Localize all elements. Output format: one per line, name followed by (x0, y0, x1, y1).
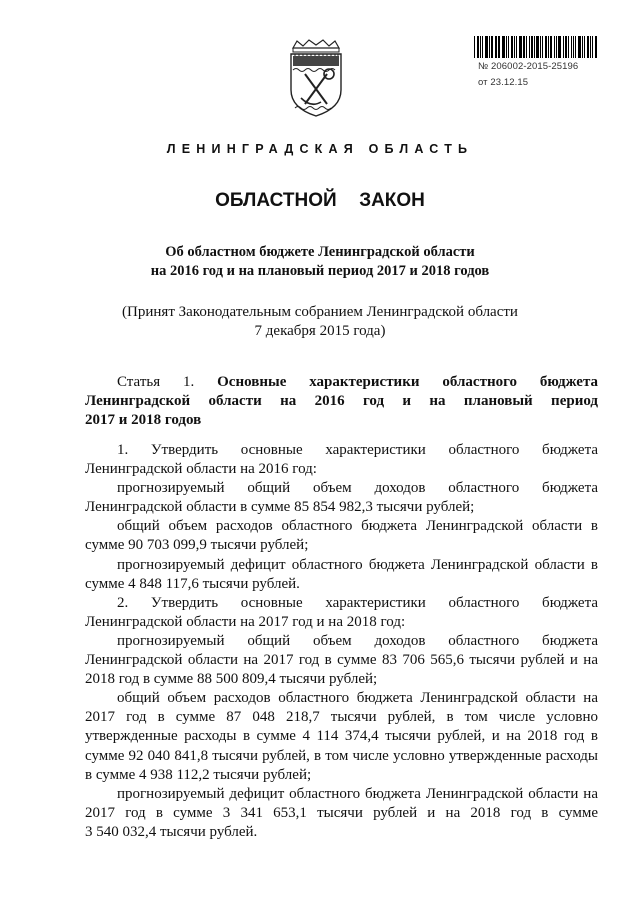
paragraph-line: прогнозируемый общий объем доходов областного бюджета (117, 632, 598, 649)
paragraph-line: общий объем расходов областного бюджета Ленинградской области на (117, 690, 598, 707)
adoption-note-line: 7 декабря 2015 года) (254, 323, 386, 339)
barcode-bar (502, 36, 505, 58)
article-title: 2017 и 2018 годов (85, 412, 202, 429)
barcode-bar (514, 36, 515, 58)
barcode-bar (573, 36, 575, 58)
article-label: Статья 1. (117, 374, 218, 390)
paragraph-line: 2017 год в сумме 3 341 653,1 тысячи рублей и на 2018 год в сумме (85, 804, 598, 821)
barcode-bar (584, 36, 585, 58)
paragraph-line: прогнозируемый дефицит областного бюджета Ленинградской области на (117, 785, 598, 802)
barcode-bar (568, 36, 569, 58)
barcode-bar (534, 36, 535, 58)
barcode-bar (519, 36, 522, 58)
barcode-bar (529, 36, 530, 58)
law-title-line: Об областном бюджете Ленинградской области (165, 244, 475, 260)
barcode-bar (508, 36, 509, 58)
barcode-bar (592, 36, 593, 58)
barcode-bar (485, 36, 488, 58)
region-name: ЛЕНИНГРАДСКАЯ ОБЛАСТЬ (166, 142, 474, 156)
paragraph-line: в сумме 4 938 112,2 тысячи рублей; (85, 766, 312, 783)
paragraph-line: прогнозируемый общий объем доходов областного бюджета (117, 480, 598, 497)
paragraph-line: Ленинградской области на 2017 год и на 2018 год: (85, 613, 406, 630)
article-title: Ленинградской области на 2016 год и на плановый период (85, 393, 598, 410)
barcode-bar (536, 36, 539, 58)
paragraph-line: общий объем расходов областного бюджета Ленинградской области в (117, 518, 598, 535)
barcode-bar (489, 36, 490, 58)
barcode-bar (571, 36, 572, 58)
barcode-bar (545, 36, 547, 58)
article-heading-line (85, 411, 598, 430)
barcode-bar (491, 36, 493, 58)
barcode-bar (498, 36, 500, 58)
paragraph-line: 1. Утвердить основные характеристики областного бюджета (117, 442, 598, 458)
barcode-bar (565, 36, 567, 58)
barcode-bar (480, 36, 481, 58)
barcode-bar (558, 36, 561, 58)
barcode-bar (590, 36, 591, 58)
barcode-bar (516, 36, 517, 58)
barcode-bar (554, 36, 555, 58)
paragraph-line: 3 540 032,4 тысячи рублей. (85, 823, 258, 840)
barcode-bar (474, 36, 475, 58)
barcode-bar (575, 36, 576, 58)
document-type: ОБЛАСТНОЙ ЗАКОН (215, 190, 425, 211)
law-title-line: на 2016 год и на плановый период 2017 и 2018 годов (150, 263, 490, 279)
barcode-bar (477, 36, 479, 58)
paragraph-line: Ленинградской области на 2017 год в сумме 83 706 565,6 тысячи рублей и на (85, 652, 598, 669)
article-body (85, 441, 598, 842)
registration-number: № 206002-2015-25196 (478, 61, 579, 72)
barcode-bar (550, 36, 552, 58)
barcode-bar (542, 36, 543, 58)
barcode-bar (496, 36, 497, 58)
paragraph-line: Ленинградской области в сумме 85 854 982,3 тысячи рублей; (85, 499, 475, 516)
article-heading-line (85, 373, 598, 392)
barcode-bar (563, 36, 564, 58)
barcode-bar (523, 36, 525, 58)
paragraph-line: 2017 год в сумме 87 048 218,7 тысячи рублей, в том числе условно (85, 709, 598, 726)
barcode-bar (578, 36, 581, 58)
paragraph-line: 2. Утвердить основные характеристики областного бюджета (117, 594, 598, 611)
barcode-bar (495, 36, 496, 58)
barcode-bar (556, 36, 557, 58)
barcode-bar (531, 36, 533, 58)
article-title: Основные характеристики областного бюджета (217, 374, 598, 390)
barcode (474, 36, 598, 58)
barcode-bar (511, 36, 513, 58)
registration-date: от 23.12.15 (478, 77, 529, 88)
barcode-bar (540, 36, 541, 58)
adoption-note (0, 303, 640, 341)
barcode-bar (595, 36, 597, 58)
adoption-note-line: (Принят Законодательным собранием Ленинградской области (122, 304, 518, 320)
paragraph-line: сумме 92 040 841,8 тысячи рублей, в том числе условно утвержденные расходы (85, 747, 598, 764)
law-title (0, 243, 640, 281)
article-heading (85, 373, 598, 430)
paragraph-line: 2018 год в сумме 88 500 809,4 тысячи рублей; (85, 671, 378, 688)
paragraph-line: Ленинградской области на 2016 год: (85, 461, 317, 478)
barcode-bar (482, 36, 483, 58)
paragraph-line: прогнозируемый дефицит областного бюджета Ленинградской области в (117, 556, 598, 573)
barcode-bar (548, 36, 549, 58)
barcode-bar (526, 36, 527, 58)
coat-of-arms-icon (285, 38, 347, 118)
barcode-bar (506, 36, 507, 58)
paragraph-line: утвержденные расходы в сумме 4 114 374,4 тысячи рублей, и на 2018 год в (85, 728, 598, 745)
article-heading-line (85, 392, 598, 411)
paragraph-line: сумме 90 703 099,9 тысячи рублей; (85, 537, 309, 554)
barcode-bar (582, 36, 583, 58)
paragraph-line: сумме 4 848 117,6 тысячи рублей. (85, 575, 300, 592)
barcode-bar (587, 36, 589, 58)
